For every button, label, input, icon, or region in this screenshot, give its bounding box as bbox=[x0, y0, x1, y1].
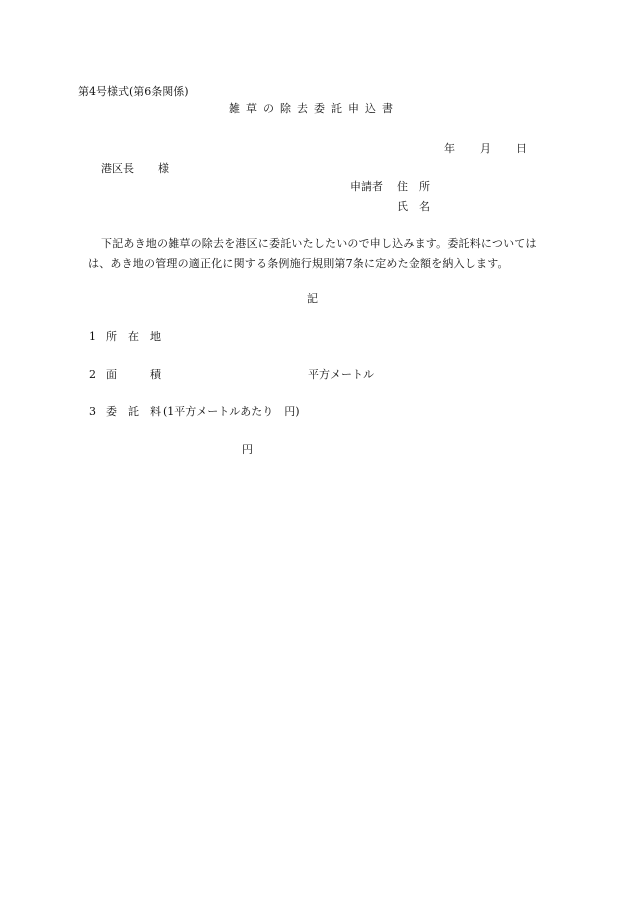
yen-label: 円 bbox=[242, 443, 253, 456]
address-label: 住 所 bbox=[397, 180, 430, 193]
applicant-label: 申請者 bbox=[350, 180, 383, 193]
addressee-suffix: 様 bbox=[158, 162, 169, 175]
addressee-name: 港区長 bbox=[101, 162, 134, 175]
item-3-number: 3 bbox=[89, 405, 96, 418]
item-3-value: (1平方メートルあたり 円) bbox=[163, 405, 300, 418]
body-paragraph-line-2: は、あき地の管理の適正化に関する条例施行規則第7条に定めた金額を納入します。 bbox=[88, 257, 509, 270]
item-2-number: 2 bbox=[89, 368, 96, 381]
date-month-label: 月 bbox=[480, 142, 491, 155]
date-day-label: 日 bbox=[516, 142, 527, 155]
body-paragraph-line-1: 下記あき地の雑草の除去を港区に委託いたしたいので申し込みます。委託料については bbox=[101, 237, 537, 250]
item-2-label: 面 積 bbox=[106, 368, 161, 381]
item-3-label: 委 託 料 bbox=[106, 405, 161, 418]
date-year-label: 年 bbox=[444, 142, 455, 155]
item-1-label: 所 在 地 bbox=[106, 330, 161, 343]
document-title: 雑草の除去委託申込書 bbox=[229, 102, 399, 115]
item-1-number: 1 bbox=[89, 330, 96, 343]
name-label: 氏 名 bbox=[397, 200, 430, 213]
item-2-value: 平方メートル bbox=[308, 368, 374, 381]
ki-heading: 記 bbox=[307, 292, 318, 305]
form-number-header: 第4号様式(第6条関係) bbox=[78, 85, 189, 98]
